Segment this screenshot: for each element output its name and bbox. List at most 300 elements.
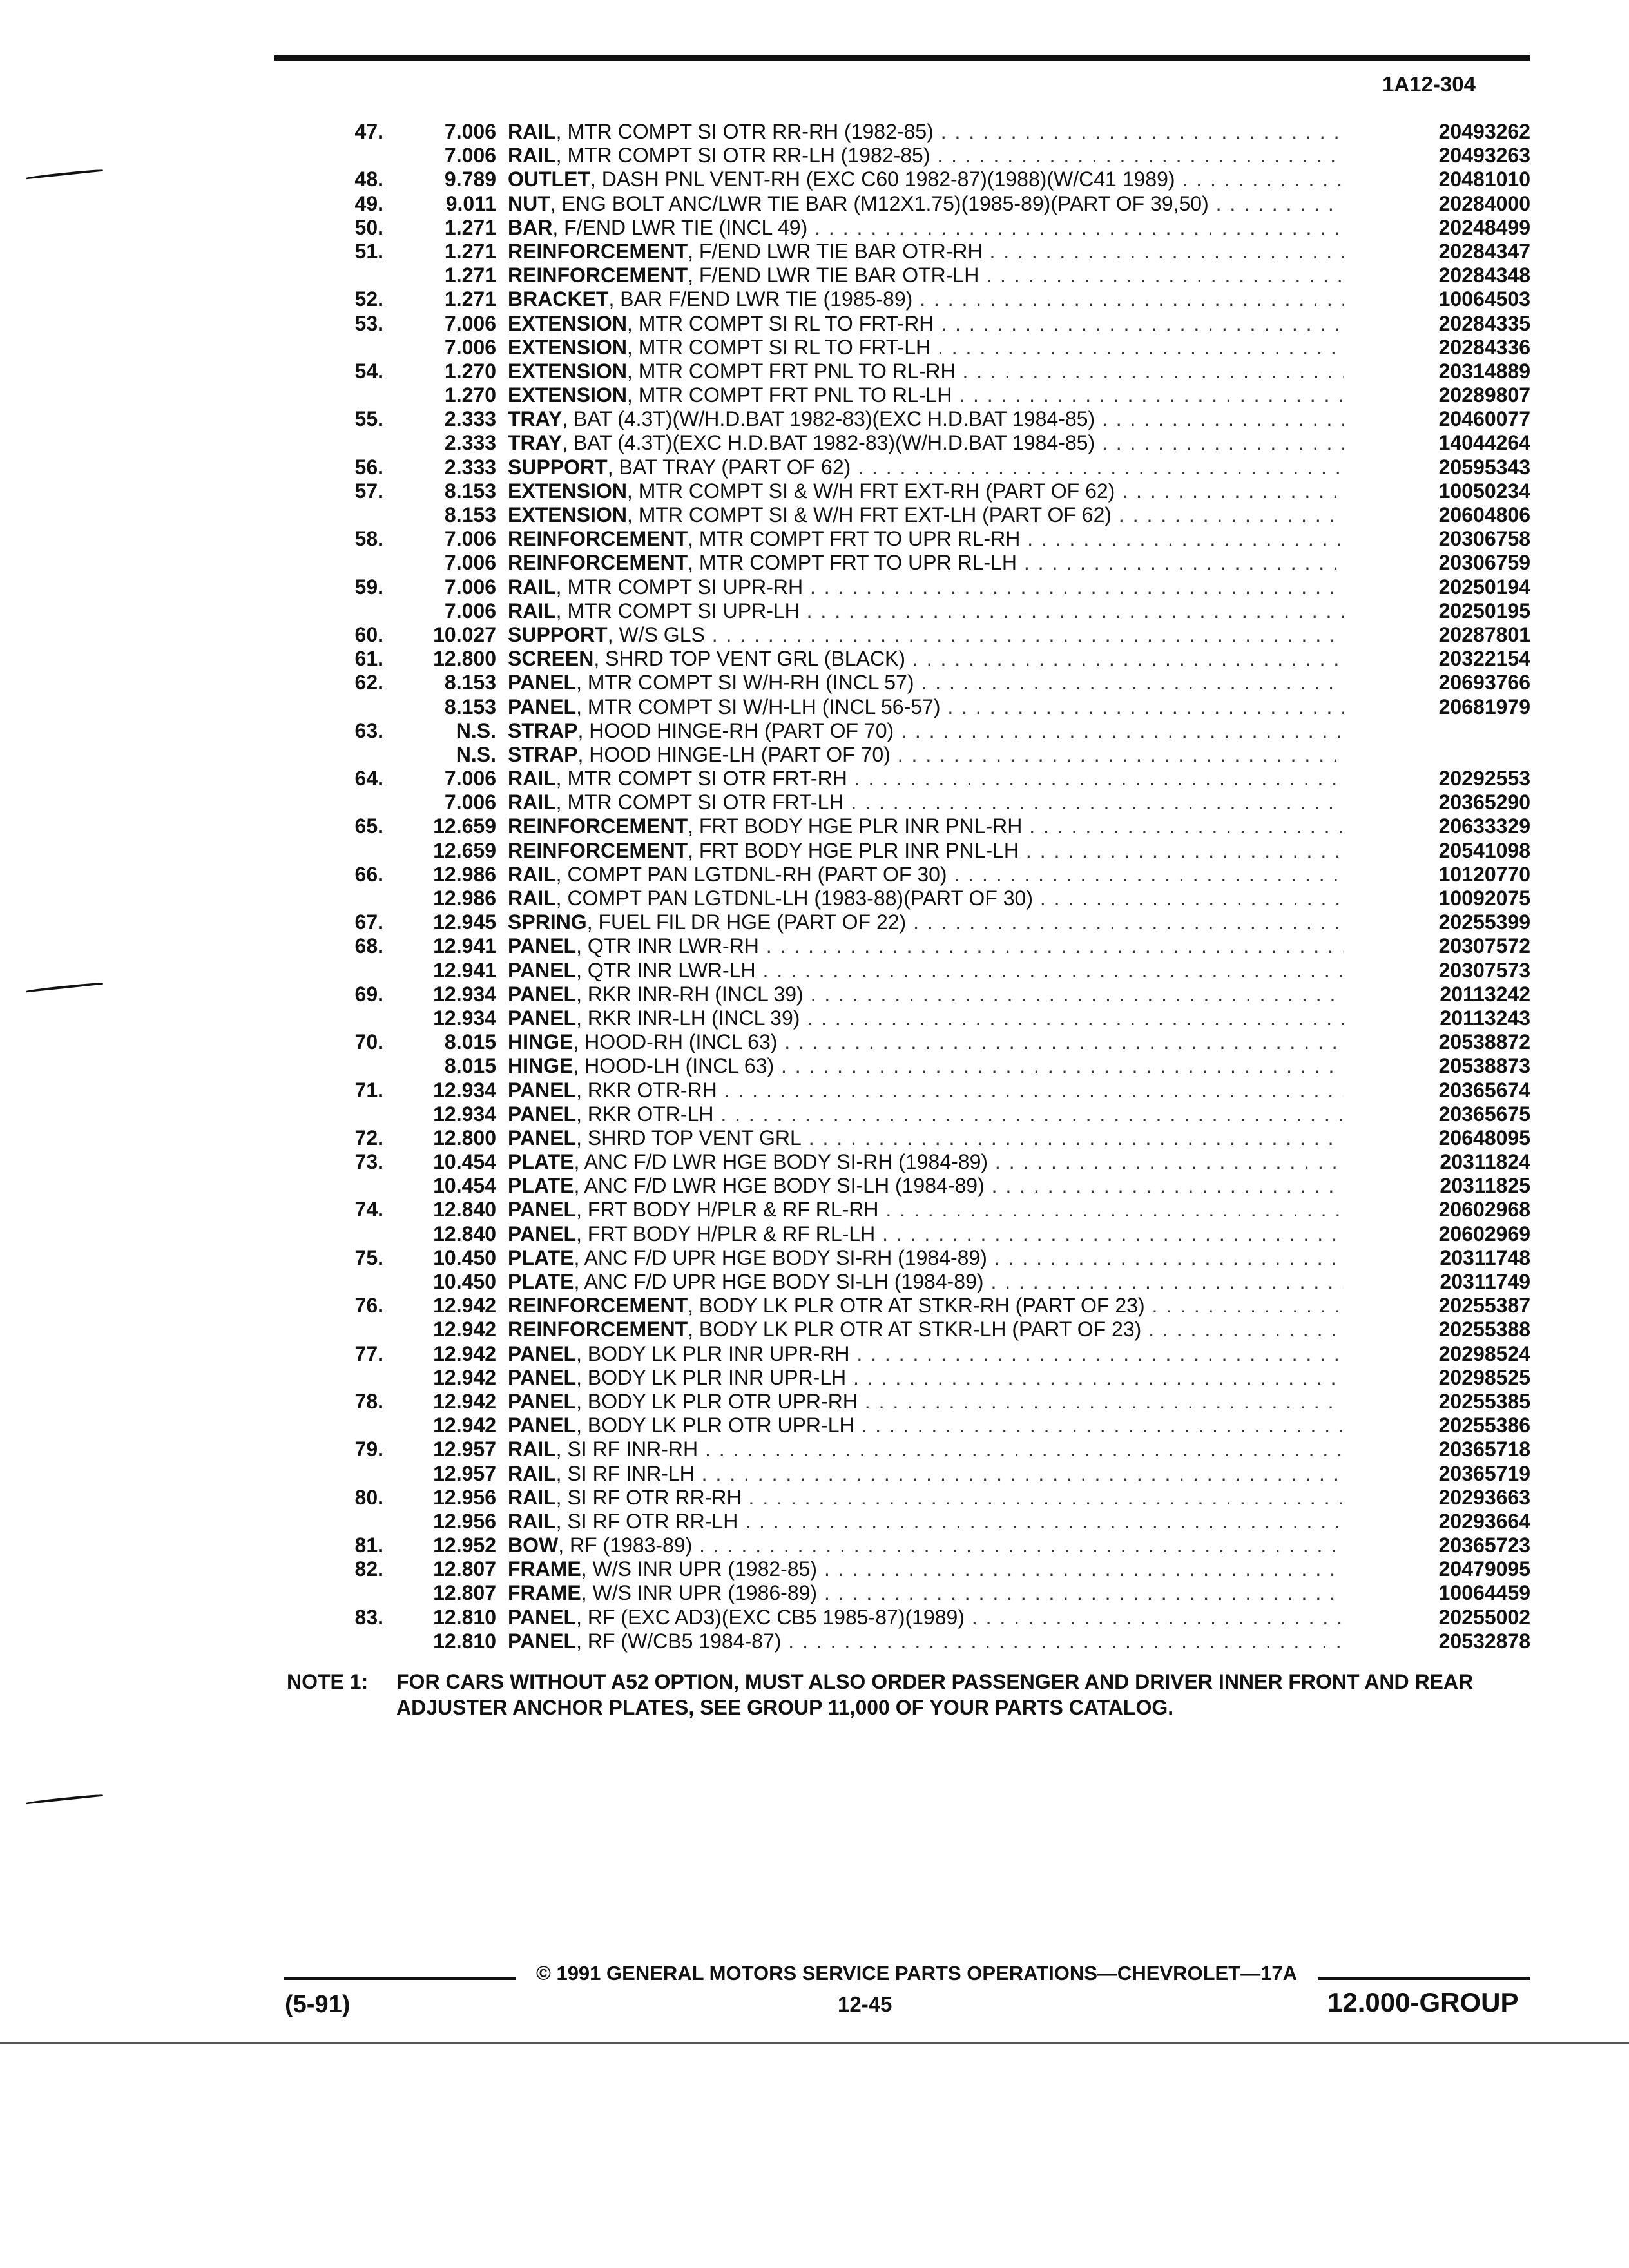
part-detail: , BODY LK PLR OTR AT STKR-LH (PART OF 23) bbox=[688, 1318, 1142, 1341]
parts-row bbox=[303, 1079, 1530, 1102]
parts-row bbox=[303, 120, 1530, 144]
part-description bbox=[508, 312, 1344, 336]
note-label: NOTE 1: bbox=[287, 1670, 369, 1693]
part-number: 14044264 bbox=[1438, 431, 1530, 455]
part-detail: , W/S INR UPR (1986-89) bbox=[581, 1581, 818, 1605]
part-number: 10064459 bbox=[1438, 1581, 1530, 1605]
item-number: 68. bbox=[354, 934, 383, 958]
part-detail: , COMPT PAN LGTDNL-RH (PART OF 30) bbox=[555, 862, 947, 886]
part-detail: , MTR COMPT SI W/H-LH (INCL 56-57) bbox=[576, 695, 941, 718]
part-detail: , MTR COMPT SI & W/H FRT EXT-LH (PART OF 62) bbox=[626, 503, 1112, 526]
part-number: 20284347 bbox=[1438, 239, 1530, 263]
item-number: 75. bbox=[354, 1245, 383, 1269]
part-name: SPRING bbox=[508, 910, 587, 934]
parts-row bbox=[303, 599, 1530, 623]
group-reference: 2.333 bbox=[444, 407, 496, 431]
parts-row bbox=[303, 360, 1530, 383]
part-number: 20648095 bbox=[1438, 1126, 1530, 1149]
parts-row bbox=[303, 743, 1530, 767]
part-description bbox=[508, 863, 1344, 887]
part-number: 20595343 bbox=[1438, 455, 1530, 479]
item-number: 72. bbox=[354, 1126, 383, 1149]
part-name: RAIL bbox=[508, 144, 556, 168]
parts-row bbox=[303, 1629, 1530, 1653]
part-description bbox=[508, 1294, 1344, 1318]
part-number: 20255399 bbox=[1438, 910, 1530, 934]
part-name: BOW bbox=[508, 1533, 559, 1557]
part-description bbox=[508, 671, 1344, 695]
part-detail: , COMPT PAN LGTDNL-LH (1983-88)(PART OF 30) bbox=[555, 887, 1033, 910]
part-number: 20311824 bbox=[1440, 1150, 1530, 1174]
part-detail: , SHRD TOP VENT GRL (BLACK) bbox=[593, 647, 906, 671]
part-name: EXTENSION bbox=[508, 359, 627, 383]
part-description bbox=[508, 479, 1344, 503]
group-reference: 12.957 bbox=[433, 1461, 496, 1485]
part-number: 20602969 bbox=[1438, 1222, 1530, 1245]
group-reference: 12.941 bbox=[433, 934, 496, 958]
part-detail: , MTR COMPT FRT PNL TO RL-LH bbox=[626, 383, 952, 407]
parts-row bbox=[303, 383, 1530, 407]
part-name: TRAY bbox=[508, 407, 563, 431]
parts-row bbox=[303, 1462, 1530, 1486]
part-number: 20255388 bbox=[1438, 1318, 1530, 1341]
part-name: PANEL bbox=[508, 1222, 577, 1245]
item-number: 67. bbox=[354, 910, 383, 934]
part-name: RAIL bbox=[508, 1437, 556, 1461]
part-number: 20532878 bbox=[1438, 1629, 1530, 1653]
part-detail: , BAT (4.3T)(W/H.D.BAT 1982-83)(EXC H.D.BAT 1984-85) bbox=[562, 407, 1095, 431]
part-number: 20298525 bbox=[1438, 1365, 1530, 1389]
parts-row bbox=[303, 575, 1530, 599]
part-description bbox=[508, 1510, 1344, 1533]
parts-row bbox=[303, 1054, 1530, 1078]
copyright-line bbox=[284, 1962, 1530, 1988]
part-name: SUPPORT bbox=[508, 622, 608, 646]
part-number: 20314889 bbox=[1438, 359, 1530, 383]
parts-list bbox=[303, 120, 1530, 1653]
part-detail: , FRT BODY H/PLR & RF RL-RH bbox=[576, 1198, 879, 1222]
part-detail: , MTR COMPT FRT TO UPR RL-RH bbox=[688, 527, 1021, 551]
part-detail: , BODY LK PLR INR UPR-LH bbox=[576, 1365, 847, 1389]
parts-row bbox=[303, 623, 1530, 647]
binder-hole-mark-2 bbox=[26, 982, 103, 993]
part-number: 20365675 bbox=[1438, 1102, 1530, 1126]
group-reference: 1.270 bbox=[444, 359, 496, 383]
part-detail: , BODY LK PLR INR UPR-RH bbox=[576, 1341, 850, 1365]
group-reference: 7.006 bbox=[444, 311, 496, 335]
item-number: 60. bbox=[354, 622, 383, 646]
parts-row bbox=[303, 1174, 1530, 1198]
group-reference: 8.153 bbox=[444, 695, 496, 718]
part-name: EXTENSION bbox=[508, 335, 627, 359]
part-description bbox=[508, 551, 1344, 575]
group-reference: 7.006 bbox=[444, 767, 496, 791]
item-number: 57. bbox=[354, 479, 383, 503]
item-number: 51. bbox=[354, 239, 383, 263]
parts-row bbox=[303, 791, 1530, 814]
part-name: PANEL bbox=[508, 695, 577, 718]
part-description bbox=[508, 1414, 1344, 1437]
part-detail: , FRT BODY H/PLR & RF RL-LH bbox=[576, 1222, 876, 1245]
group-reference: 8.015 bbox=[444, 1054, 496, 1078]
part-description bbox=[508, 168, 1344, 191]
footer-page-number: 12-45 bbox=[838, 1992, 892, 2016]
part-name: TRAY bbox=[508, 431, 563, 455]
group-reference: 10.454 bbox=[433, 1150, 496, 1174]
parts-row bbox=[303, 983, 1530, 1006]
item-number: 71. bbox=[354, 1078, 383, 1102]
parts-row bbox=[303, 287, 1530, 311]
parts-row bbox=[303, 431, 1530, 455]
item-number: 56. bbox=[354, 455, 383, 479]
part-description bbox=[508, 791, 1344, 814]
part-number: 20311748 bbox=[1440, 1245, 1530, 1269]
parts-row bbox=[303, 1510, 1530, 1533]
part-number: 20311749 bbox=[1440, 1270, 1530, 1293]
part-number: 20604806 bbox=[1438, 503, 1530, 526]
part-number: 20255387 bbox=[1438, 1294, 1530, 1318]
parts-row bbox=[303, 887, 1530, 910]
parts-row bbox=[303, 1246, 1530, 1270]
part-description bbox=[508, 1222, 1344, 1246]
part-detail: , SI RF OTR RR-LH bbox=[555, 1509, 738, 1533]
part-description bbox=[508, 1629, 1344, 1653]
part-description bbox=[508, 719, 1344, 743]
part-number: 20255385 bbox=[1438, 1389, 1530, 1413]
part-detail: , F/END LWR TIE (INCL 49) bbox=[552, 215, 808, 239]
part-detail: , ANC F/D UPR HGE BODY SI-RH (1984-89) bbox=[574, 1245, 987, 1269]
part-number: 20287801 bbox=[1438, 622, 1530, 646]
item-number: 69. bbox=[354, 982, 383, 1006]
part-description bbox=[508, 1342, 1344, 1366]
group-reference: 9.789 bbox=[444, 168, 496, 191]
group-reference: 12.942 bbox=[433, 1389, 496, 1413]
part-description bbox=[508, 647, 1344, 671]
item-number: 59. bbox=[354, 575, 383, 599]
parts-row bbox=[303, 863, 1530, 887]
parts-row bbox=[303, 1126, 1530, 1150]
group-reference: N.S. bbox=[456, 718, 496, 742]
part-name: REINFORCEMENT bbox=[508, 264, 688, 287]
item-number: 55. bbox=[354, 407, 383, 431]
group-reference: 12.810 bbox=[433, 1629, 496, 1653]
part-detail: , RF (W/CB5 1984-87) bbox=[576, 1629, 782, 1653]
part-name: STRAP bbox=[508, 742, 578, 766]
part-name: PLATE bbox=[508, 1270, 574, 1293]
part-name: PANEL bbox=[508, 1126, 577, 1149]
group-reference: 12.659 bbox=[433, 838, 496, 862]
parts-row bbox=[303, 1030, 1530, 1054]
part-name: PLATE bbox=[508, 1174, 574, 1198]
part-number: 20293664 bbox=[1438, 1509, 1530, 1533]
part-detail: , HOOD HINGE-RH (PART OF 70) bbox=[577, 718, 894, 742]
group-reference: 10.454 bbox=[433, 1174, 496, 1198]
group-reference: 7.006 bbox=[444, 551, 496, 575]
parts-row bbox=[303, 503, 1530, 527]
parts-row bbox=[303, 144, 1530, 168]
part-number: 20284000 bbox=[1438, 191, 1530, 215]
part-detail: , BAT TRAY (PART OF 62) bbox=[607, 455, 851, 479]
part-description bbox=[508, 503, 1344, 527]
parts-row bbox=[303, 1270, 1530, 1294]
part-description bbox=[508, 1054, 1344, 1078]
item-number: 73. bbox=[354, 1150, 383, 1174]
part-number: 20541098 bbox=[1438, 838, 1530, 862]
part-number: 20460077 bbox=[1438, 407, 1530, 431]
part-number: 20293663 bbox=[1438, 1485, 1530, 1509]
part-name: PANEL bbox=[508, 1198, 577, 1222]
part-name: BAR bbox=[508, 215, 553, 239]
group-reference: 12.807 bbox=[433, 1581, 496, 1605]
part-description bbox=[508, 1246, 1344, 1270]
part-description bbox=[508, 743, 1344, 767]
part-description bbox=[508, 1102, 1344, 1126]
part-name: PANEL bbox=[508, 958, 577, 982]
part-description bbox=[508, 1437, 1344, 1461]
part-detail: , ENG BOLT ANC/LWR TIE BAR (M12X1.75)(1985-89)(PART OF 39,50) bbox=[550, 191, 1209, 215]
parts-row bbox=[303, 1557, 1530, 1581]
group-reference: 7.006 bbox=[444, 120, 496, 143]
part-detail: , RF (EXC AD3)(EXC CB5 1985-87)(1989) bbox=[576, 1605, 965, 1629]
parts-row bbox=[303, 551, 1530, 575]
group-reference: 1.270 bbox=[444, 383, 496, 407]
group-reference: 2.333 bbox=[444, 431, 496, 455]
part-name: HINGE bbox=[508, 1030, 574, 1054]
part-name: RAIL bbox=[508, 1509, 556, 1533]
item-number: 77. bbox=[354, 1341, 383, 1365]
part-description bbox=[508, 575, 1344, 599]
part-name: FRAME bbox=[508, 1581, 581, 1605]
part-number: 10092075 bbox=[1438, 887, 1530, 910]
part-name: RAIL bbox=[508, 575, 556, 599]
group-reference: 7.006 bbox=[444, 335, 496, 359]
part-description bbox=[508, 407, 1344, 431]
parts-row bbox=[303, 312, 1530, 336]
parts-row bbox=[303, 407, 1530, 431]
part-description bbox=[508, 887, 1344, 910]
group-reference: 8.153 bbox=[444, 479, 496, 503]
part-number: 20248499 bbox=[1438, 215, 1530, 239]
part-number: 20633329 bbox=[1438, 814, 1530, 838]
parts-row bbox=[303, 934, 1530, 958]
parts-row bbox=[303, 814, 1530, 838]
parts-row bbox=[303, 192, 1530, 216]
part-number: 10064503 bbox=[1438, 287, 1530, 311]
part-detail: , BAR F/END LWR TIE (1985-89) bbox=[608, 287, 913, 311]
item-number: 78. bbox=[354, 1389, 383, 1413]
part-detail: , RKR INR-LH (INCL 39) bbox=[576, 1006, 800, 1030]
part-description bbox=[508, 360, 1344, 383]
part-description bbox=[508, 839, 1344, 863]
part-description bbox=[508, 1390, 1344, 1414]
group-reference: 12.800 bbox=[433, 647, 496, 671]
part-detail: , BODY LK PLR OTR UPR-RH bbox=[576, 1389, 858, 1413]
part-description bbox=[508, 431, 1344, 455]
parts-row bbox=[303, 1342, 1530, 1366]
part-name: PANEL bbox=[508, 1102, 577, 1126]
part-description bbox=[508, 527, 1344, 551]
parts-row bbox=[303, 839, 1530, 863]
part-number: 20306759 bbox=[1438, 551, 1530, 575]
part-number: 20284335 bbox=[1438, 311, 1530, 335]
group-reference: 12.934 bbox=[433, 1078, 496, 1102]
part-name: PANEL bbox=[508, 982, 577, 1006]
part-number: 20255386 bbox=[1438, 1414, 1530, 1437]
part-detail: , RKR INR-RH (INCL 39) bbox=[576, 982, 804, 1006]
part-name: RAIL bbox=[508, 862, 556, 886]
part-name: SUPPORT bbox=[508, 455, 608, 479]
part-name: REINFORCEMENT bbox=[508, 239, 688, 263]
part-description bbox=[508, 1030, 1344, 1054]
parts-row bbox=[303, 456, 1530, 479]
part-description bbox=[508, 910, 1344, 934]
part-description bbox=[508, 599, 1344, 623]
part-detail: , BODY LK PLR OTR AT STKR-RH (PART OF 23) bbox=[688, 1294, 1145, 1318]
part-detail: , MTR COMPT SI W/H-RH (INCL 57) bbox=[576, 671, 914, 695]
part-name: RAIL bbox=[508, 791, 556, 814]
part-name: RAIL bbox=[508, 887, 556, 910]
group-reference: 8.015 bbox=[444, 1030, 496, 1054]
part-number: 20255002 bbox=[1438, 1605, 1530, 1629]
parts-row bbox=[303, 695, 1530, 719]
group-reference: 10.450 bbox=[433, 1245, 496, 1269]
group-reference: 1.271 bbox=[444, 239, 496, 263]
part-name: PANEL bbox=[508, 1629, 577, 1653]
part-detail: , MTR COMPT FRT TO UPR RL-LH bbox=[688, 551, 1017, 575]
part-detail: , HOOD-LH (INCL 63) bbox=[573, 1054, 775, 1078]
footer-rule-right bbox=[1318, 1977, 1530, 1980]
footer-group: 12.000-GROUP bbox=[1327, 1987, 1519, 2017]
part-name: PANEL bbox=[508, 1006, 577, 1030]
group-reference: 12.986 bbox=[433, 887, 496, 910]
part-description bbox=[508, 767, 1344, 791]
part-detail: , MTR COMPT SI & W/H FRT EXT-RH (PART OF 62) bbox=[626, 479, 1115, 503]
part-detail: , F/END LWR TIE BAR OTR-LH bbox=[688, 264, 979, 287]
group-reference: 7.006 bbox=[444, 144, 496, 168]
group-reference: 12.957 bbox=[433, 1437, 496, 1461]
part-name: PANEL bbox=[508, 1078, 577, 1102]
item-number: 66. bbox=[354, 862, 383, 886]
part-number: 20365718 bbox=[1438, 1437, 1530, 1461]
parts-row bbox=[303, 1606, 1530, 1629]
footer-rule-left bbox=[284, 1977, 516, 1980]
group-reference: 10.027 bbox=[433, 622, 496, 646]
part-description bbox=[508, 144, 1344, 168]
part-number: 20284336 bbox=[1438, 335, 1530, 359]
part-description bbox=[508, 264, 1344, 287]
part-number: 20307573 bbox=[1438, 958, 1530, 982]
group-reference: 12.942 bbox=[433, 1365, 496, 1389]
binder-hole-mark-3 bbox=[26, 1794, 103, 1805]
part-name: EXTENSION bbox=[508, 383, 627, 407]
group-reference: 12.942 bbox=[433, 1341, 496, 1365]
part-number: 20292553 bbox=[1438, 767, 1530, 791]
group-reference: 7.006 bbox=[444, 527, 496, 551]
parts-row bbox=[303, 1486, 1530, 1510]
part-detail: , QTR INR LWR-LH bbox=[576, 958, 756, 982]
item-number: 74. bbox=[354, 1198, 383, 1222]
group-reference: 7.006 bbox=[444, 791, 496, 814]
part-description bbox=[508, 1126, 1344, 1150]
item-number: 63. bbox=[354, 718, 383, 742]
part-detail: , W/S GLS bbox=[607, 622, 705, 646]
group-reference: 12.659 bbox=[433, 814, 496, 838]
parts-row bbox=[303, 767, 1530, 791]
part-name: EXTENSION bbox=[508, 311, 627, 335]
item-number: 49. bbox=[354, 191, 383, 215]
part-number: 20493263 bbox=[1438, 144, 1530, 168]
item-number: 81. bbox=[354, 1533, 383, 1557]
part-number: 20365723 bbox=[1438, 1533, 1530, 1557]
part-detail: , SI RF OTR RR-RH bbox=[555, 1485, 742, 1509]
item-number: 80. bbox=[354, 1485, 383, 1509]
footer-date: (5-91) bbox=[285, 1991, 351, 2018]
item-number: 82. bbox=[354, 1557, 383, 1581]
part-description bbox=[508, 934, 1344, 958]
part-description bbox=[508, 1150, 1344, 1174]
part-name: PANEL bbox=[508, 1341, 577, 1365]
item-number: 47. bbox=[354, 120, 383, 143]
part-number: 20365719 bbox=[1438, 1461, 1530, 1485]
part-description bbox=[508, 1486, 1344, 1510]
part-detail: , ANC F/D UPR HGE BODY SI-LH (1984-89) bbox=[574, 1270, 984, 1293]
part-name: BRACKET bbox=[508, 287, 609, 311]
part-description bbox=[508, 240, 1344, 264]
item-number: 48. bbox=[354, 168, 383, 191]
part-detail: , RKR OTR-RH bbox=[576, 1078, 717, 1102]
item-number: 61. bbox=[354, 647, 383, 671]
group-reference: 10.450 bbox=[433, 1270, 496, 1293]
part-detail: , DASH PNL VENT-RH (EXC C60 1982-87)(1988)(W/C41 1989) bbox=[590, 168, 1175, 191]
part-number: 20289807 bbox=[1438, 383, 1530, 407]
parts-row bbox=[303, 1581, 1530, 1605]
part-detail: , MTR COMPT SI UPR-LH bbox=[555, 599, 800, 622]
group-reference: 12.810 bbox=[433, 1605, 496, 1629]
item-number: 58. bbox=[354, 527, 383, 551]
part-number: 10050234 bbox=[1438, 479, 1530, 503]
part-name: OUTLET bbox=[508, 168, 590, 191]
part-name: PANEL bbox=[508, 1414, 577, 1437]
part-number: 20250195 bbox=[1438, 599, 1530, 622]
group-reference: 9.011 bbox=[445, 191, 496, 215]
item-number: 52. bbox=[354, 287, 383, 311]
group-reference: 1.271 bbox=[444, 287, 496, 311]
part-detail: , FUEL FIL DR HGE (PART OF 22) bbox=[586, 910, 907, 934]
item-number: 70. bbox=[354, 1030, 383, 1054]
part-name: HINGE bbox=[508, 1054, 574, 1078]
parts-row bbox=[303, 959, 1530, 983]
group-reference: 7.006 bbox=[444, 575, 496, 599]
part-number: 20693766 bbox=[1438, 671, 1530, 695]
part-number: 20250194 bbox=[1438, 575, 1530, 599]
part-number: 20681979 bbox=[1438, 695, 1530, 718]
item-number: 83. bbox=[354, 1605, 383, 1629]
parts-row bbox=[303, 647, 1530, 671]
group-reference: 12.934 bbox=[433, 1102, 496, 1126]
part-detail: , HOOD-RH (INCL 63) bbox=[573, 1030, 778, 1054]
item-number: 53. bbox=[354, 311, 383, 335]
part-name: RAIL bbox=[508, 599, 556, 622]
part-description bbox=[508, 695, 1344, 719]
part-name: FRAME bbox=[508, 1557, 581, 1581]
part-number: 20307572 bbox=[1438, 934, 1530, 958]
parts-row bbox=[303, 1150, 1530, 1174]
part-detail: , MTR COMPT SI RL TO FRT-LH bbox=[626, 335, 931, 359]
parts-row bbox=[303, 1198, 1530, 1222]
group-reference: 12.952 bbox=[433, 1533, 496, 1557]
item-number: 65. bbox=[354, 814, 383, 838]
group-reference: 12.986 bbox=[433, 862, 496, 886]
